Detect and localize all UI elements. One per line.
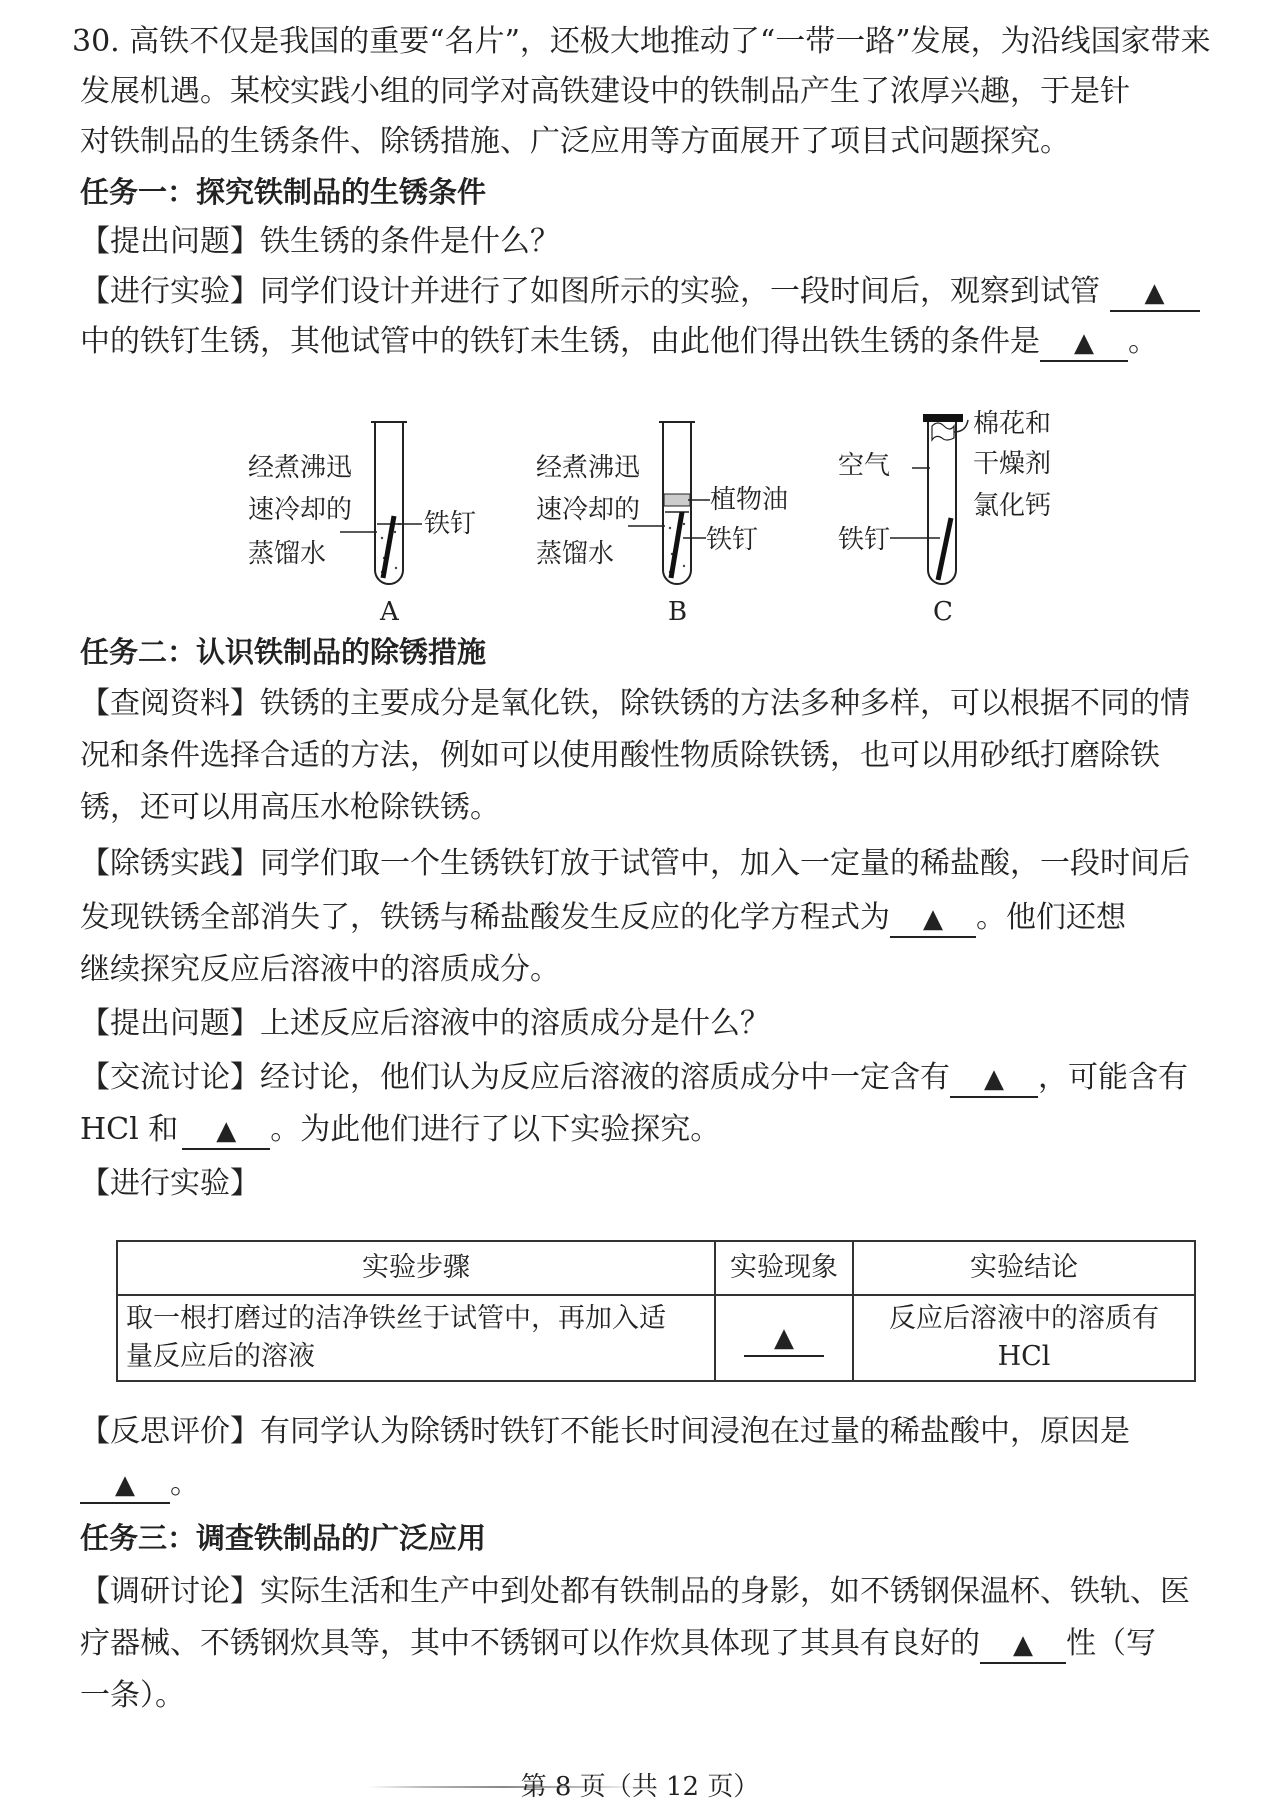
tube-c-cotton-label2: 干燥剂 <box>973 449 1052 479</box>
blank-triangle-icon: ▲ <box>1144 278 1165 308</box>
task2-discussion-line1 <box>80 1058 1188 1098</box>
table-cell-phenomenon <box>715 1295 853 1381</box>
tube-c-cotton-label1: 棉花和 <box>973 409 1052 439</box>
answer-blank-tube[interactable] <box>1110 275 1200 312</box>
tube-b-water-label1: 经煮沸迅 <box>536 453 641 483</box>
task2-question: 【提出问题】上述反应后溶液中的溶质成分是什么？ <box>80 1006 770 1041</box>
answer-blank-solute-possible[interactable] <box>182 1113 270 1150</box>
tube-b-water-label3: 蒸馏水 <box>536 539 615 569</box>
punctuation: 。 <box>1128 324 1158 359</box>
task3-title: 任务三：调查铁制品的广泛应用 <box>80 1521 487 1555</box>
tube-b-water-label2: 速冷却的 <box>536 495 641 525</box>
table-header-steps: 实验步骤 <box>117 1241 715 1295</box>
task2-discussion-line2 <box>80 1110 720 1150</box>
task2-reference-line1: 【查阅资料】铁锈的主要成分是氧化铁，除铁锈的方法多种多样，可以根据不同的情 <box>80 686 1190 721</box>
tube-c-cotton-label3: 氯化钙 <box>973 491 1052 521</box>
answer-blank-reflection[interactable] <box>80 1467 170 1504</box>
table-cell-step <box>117 1295 715 1381</box>
task2-reflection-line2 <box>80 1464 200 1504</box>
table-cell-conclusion: 反应后溶液中的溶质有 HCl <box>853 1295 1195 1381</box>
blank-triangle-icon: ▲ <box>1013 1630 1033 1660</box>
table-header-conclusion: 实验结论 <box>853 1241 1195 1295</box>
tube-c-air-label: 空气 <box>838 451 891 481</box>
task1-experiment-line2 <box>80 322 1158 362</box>
task2-discussion-tail2: 。为此他们进行了以下实验探究。 <box>270 1112 721 1147</box>
experiment-table <box>116 1240 1196 1382</box>
table-header-phenomenon: 实验现象 <box>715 1241 853 1295</box>
tube-b-nail-label: 铁钉 <box>706 525 759 555</box>
answer-blank-property[interactable] <box>980 1627 1066 1664</box>
tube-c-nail-label: 铁钉 <box>838 525 891 555</box>
blank-triangle-icon: ▲ <box>984 1064 1004 1094</box>
answer-blank-rust-condition[interactable] <box>1040 325 1128 362</box>
task1-experiment-line1 <box>80 272 1200 312</box>
task3-research-line3: 一条）。 <box>80 1678 185 1713</box>
task1-experiment-text: 【进行实验】同学们设计并进行了如图所示的实验，一段时间后，观察到试管 <box>80 274 1100 309</box>
tube-a-water-label1: 经煮沸迅 <box>248 453 353 483</box>
task2-reflection-line1: 【反思评价】有同学认为除锈时铁钉不能长时间浸泡在过量的稀盐酸中，原因是 <box>80 1414 1130 1449</box>
blank-triangle-icon: ▲ <box>774 1323 794 1353</box>
tube-a <box>248 422 476 627</box>
answer-blank-solute-definite[interactable] <box>950 1061 1038 1098</box>
tube-c-letter: C <box>933 597 953 627</box>
task2-discussion-tail: ，可能含有 <box>1038 1060 1188 1095</box>
task1-question: 【提出问题】铁生锈的条件是什么？ <box>80 224 560 259</box>
punctuation: 。 <box>170 1466 200 1501</box>
tube-b-oil-label: 植物油 <box>710 485 789 515</box>
task1-experiment-text2: 中的铁钉生锈，其他试管中的铁钉未生锈，由此他们得出铁生锈的条件是 <box>80 324 1040 359</box>
task2-title: 任务二：认识铁制品的除锈措施 <box>80 635 487 669</box>
task2-experiment-heading: 【进行实验】 <box>80 1166 260 1201</box>
task3-research-tail: 性（写 <box>1066 1626 1156 1661</box>
question-intro-line1: 30. 高铁不仅是我国的重要“名片”，还极大地推动了“一带一路”发展，为沿线国家带来 <box>72 24 1211 59</box>
tube-a-letter: A <box>380 597 399 627</box>
page-number: 第 8 页（共 12 页） <box>520 1772 760 1802</box>
question-intro-line3: 对铁制品的生锈条件、除锈措施、广泛应用等方面展开了项目式问题探究。 <box>80 124 1070 159</box>
task2-practice-line3: 继续探究反应后溶液中的溶质成分。 <box>80 952 560 987</box>
task2-practice-text: 发现铁锈全部消失了，铁锈与稀盐酸发生反应的化学方程式为 <box>80 900 890 935</box>
task2-practice-tail: 。他们还想 <box>976 900 1126 935</box>
task2-practice-line1: 【除锈实践】同学们取一个生锈铁钉放于试管中，加入一定量的稀盐酸，一段时间后 <box>80 846 1190 881</box>
task2-discussion-text2: HCl 和 <box>80 1112 179 1147</box>
task2-practice-line2 <box>80 898 1126 938</box>
blank-triangle-icon: ▲ <box>923 904 943 934</box>
task3-research-line2 <box>80 1624 1156 1664</box>
table-row <box>117 1295 1195 1381</box>
answer-blank-phenomenon[interactable] <box>744 1321 824 1357</box>
tube-c <box>838 409 1051 627</box>
tube-a-nail-label: 铁钉 <box>424 509 477 539</box>
task2-reference-line3: 锈，还可以用高压水枪除铁锈。 <box>80 790 500 825</box>
task2-reference-line2: 况和条件选择合适的方法，例如可以使用酸性物质除铁锈，也可以用砂纸打磨除铁 <box>80 738 1160 773</box>
question-intro-line2: 发展机遇。某校实践小组的同学对高铁建设中的铁制品产生了浓厚兴趣，于是针 <box>80 74 1130 109</box>
table-step-line2: 量反应后的溶液 <box>126 1341 315 1372</box>
task3-research-line1: 【调研讨论】实际生活和生产中到处都有铁制品的身影，如不锈钢保温杯、铁轨、医 <box>80 1574 1190 1609</box>
blank-triangle-icon: ▲ <box>1074 328 1094 358</box>
task2-discussion-text: 【交流讨论】经讨论，他们认为反应后溶液的溶质成分中一定含有 <box>80 1060 950 1095</box>
tube-a-water-label2: 速冷却的 <box>248 495 353 525</box>
answer-blank-equation[interactable] <box>890 901 976 938</box>
task3-research-text: 疗器械、不锈钢炊具等，其中不锈钢可以作炊具体现了其具有良好的 <box>80 1626 980 1661</box>
tube-a-water-label3: 蒸馏水 <box>248 539 327 569</box>
table-step-line1: 取一根打磨过的洁净铁丝于试管中，再加入适 <box>126 1303 666 1334</box>
tube-b-letter: B <box>668 597 688 627</box>
test-tube-figure <box>240 408 1100 630</box>
task1-title: 任务一：探究铁制品的生锈条件 <box>80 175 487 209</box>
blank-triangle-icon: ▲ <box>115 1470 135 1500</box>
tube-b <box>536 422 788 627</box>
blank-triangle-icon: ▲ <box>216 1116 237 1146</box>
